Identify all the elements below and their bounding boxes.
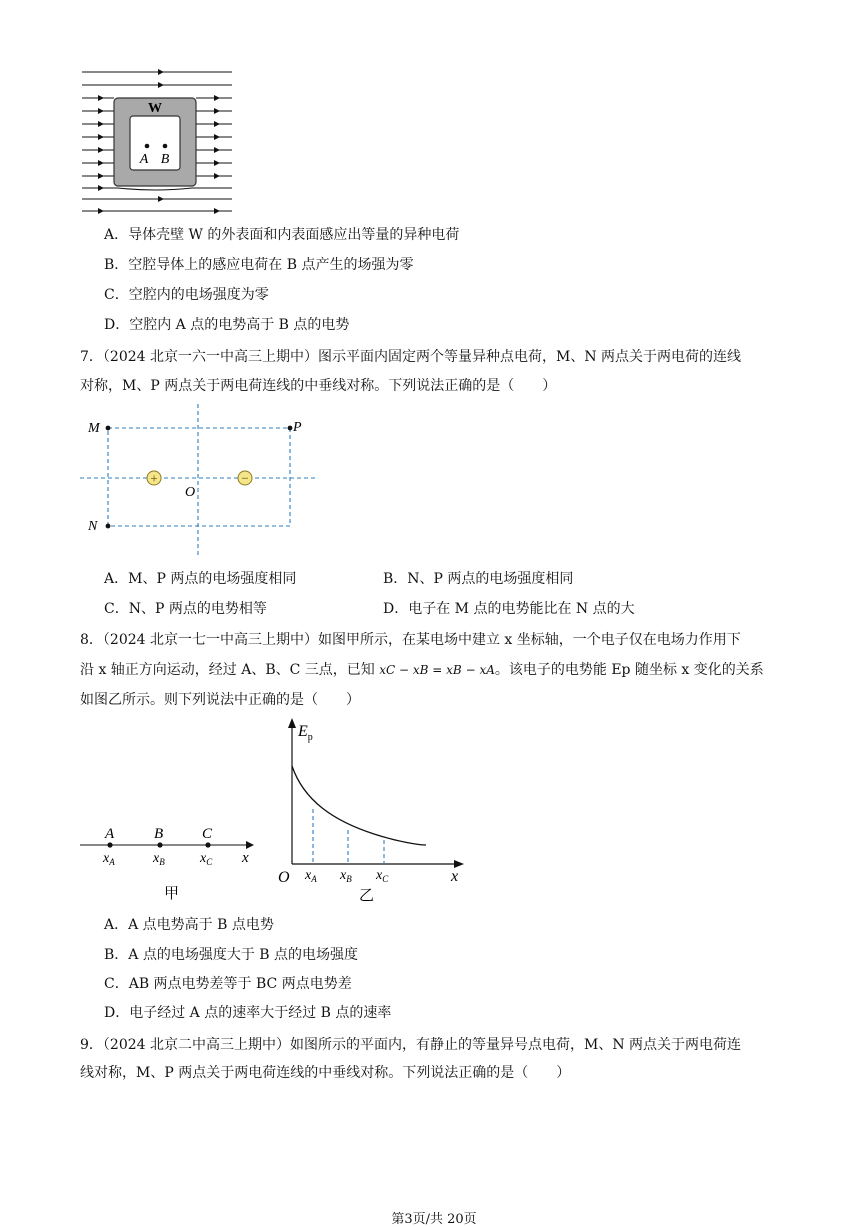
q8-option-d: D．电子经过 A 点的速率大于经过 B 点的速率 (104, 1005, 392, 1021)
positive-sign: + (150, 470, 158, 486)
q8-stem-line2-b: 。该电子的电势能 Ep 随坐标 x 变化的关系 (494, 662, 764, 678)
q8-option-a: A．A 点电势高于 B 点电势 (104, 917, 274, 933)
figure-conductor-shell (78, 66, 238, 216)
q7-option-a: A．M、P 两点的电场强度相同 (104, 571, 297, 587)
figure-q7-charges (80, 402, 320, 562)
x-axis-label: x (451, 868, 459, 885)
q8-option-b: B．A 点的电场强度大于 B 点的电场强度 (104, 947, 359, 963)
point-p (288, 426, 293, 431)
q7-stem-line2: 对称，M、P 两点关于两电荷连线的中垂线对称。下列说法正确的是（ ） (80, 378, 557, 394)
q8-option-c: C．AB 两点电势差等于 BC 两点电势差 (104, 976, 352, 992)
q9-stem-line1: 9．（2024 北京二中高三上期中）如图所示的平面内，有静止的等量异号点电荷，M、N 两点关于两电荷连 (80, 1037, 742, 1053)
q6-option-d: D．空腔内 A 点的电势高于 B 点的电势 (104, 317, 350, 333)
q8-formula: xC − xB = xB − xA (379, 663, 495, 677)
point-c-dot (205, 842, 210, 847)
label-m: M (88, 421, 100, 436)
figure-q8-jia (78, 820, 258, 910)
label-p: P (293, 420, 302, 435)
point-a-dot (107, 842, 112, 847)
x-axis-arrow (246, 841, 254, 849)
y-axis-arrow (288, 718, 296, 728)
q6-option-a: A．导体壳壁 W 的外表面和内表面感应出等量的异种电荷 (104, 227, 460, 243)
page-footer: 第3页/共 20页 (391, 1212, 477, 1227)
q7-option-b: B．N、P 两点的电场强度相同 (383, 571, 574, 587)
label-n: N (88, 519, 98, 534)
axis-label-x: x (242, 850, 249, 866)
q9-stem-line2: 线对称，M、P 两点关于两电荷连线的中垂线对称。下列说法正确的是（ ） (80, 1065, 571, 1081)
q8-stem-line2-a: 沿 x 轴正方向运动，经过 A、B、C 三点，已知 (80, 662, 380, 678)
field-line (82, 188, 232, 190)
tick-xc: $x_C$ (376, 868, 389, 884)
point-m (106, 426, 111, 431)
shell-label: W (148, 101, 162, 116)
cavity (130, 116, 180, 170)
figure-q8-yi (274, 716, 474, 906)
label-c: C (202, 826, 213, 842)
tick-xa: $x_A$ (305, 868, 317, 884)
label-b: B (154, 826, 164, 842)
y-axis-label: $E_p$ (298, 723, 313, 743)
tick-xb: $x_B$ (153, 851, 165, 867)
label-a: A (105, 826, 115, 842)
q7-option-d: D．电子在 M 点的电势能比在 N 点的大 (383, 601, 635, 617)
caption-yi: 乙 (359, 888, 375, 904)
tick-xb: $x_B$ (340, 868, 352, 884)
q8-stem-line3: 如图乙所示。则下列说法中正确的是（ ） (80, 692, 360, 708)
tick-xa: $x_A$ (103, 851, 115, 867)
q6-option-c: C．空腔内的电场强度为零 (104, 287, 269, 303)
point-b-dot (163, 144, 168, 149)
tick-xc: $x_C$ (200, 851, 213, 867)
point-b-dot (157, 842, 162, 847)
origin-label: O (278, 869, 290, 886)
label-b: B (160, 152, 170, 167)
point-a-dot (145, 144, 150, 149)
q6-option-b: B．空腔导体上的感应电荷在 B 点产生的场强为零 (104, 257, 414, 273)
dashed-rectangle (108, 428, 290, 526)
ep-curve (292, 766, 426, 845)
label-a: A (139, 152, 149, 167)
label-o: O (185, 485, 196, 500)
caption-jia: 甲 (164, 886, 180, 902)
q8-stem-line1: 8．（2024 北京一七一中高三上期中）如图甲所示，在某电场中建立 x 坐标轴，一个电子仅在电场力作用下 (80, 632, 741, 648)
point-n (106, 524, 111, 529)
q7-option-c: C．N、P 两点的电势相等 (104, 601, 267, 617)
q8-stem-line2 (80, 661, 764, 679)
x-axis-arrow (454, 860, 464, 868)
q7-stem-line1: 7．（2024 北京一六一中高三上期中）图示平面内固定两个等量异种点电荷，M、N 两点关于两电荷的连线 (80, 349, 742, 365)
negative-sign: − (241, 470, 249, 486)
